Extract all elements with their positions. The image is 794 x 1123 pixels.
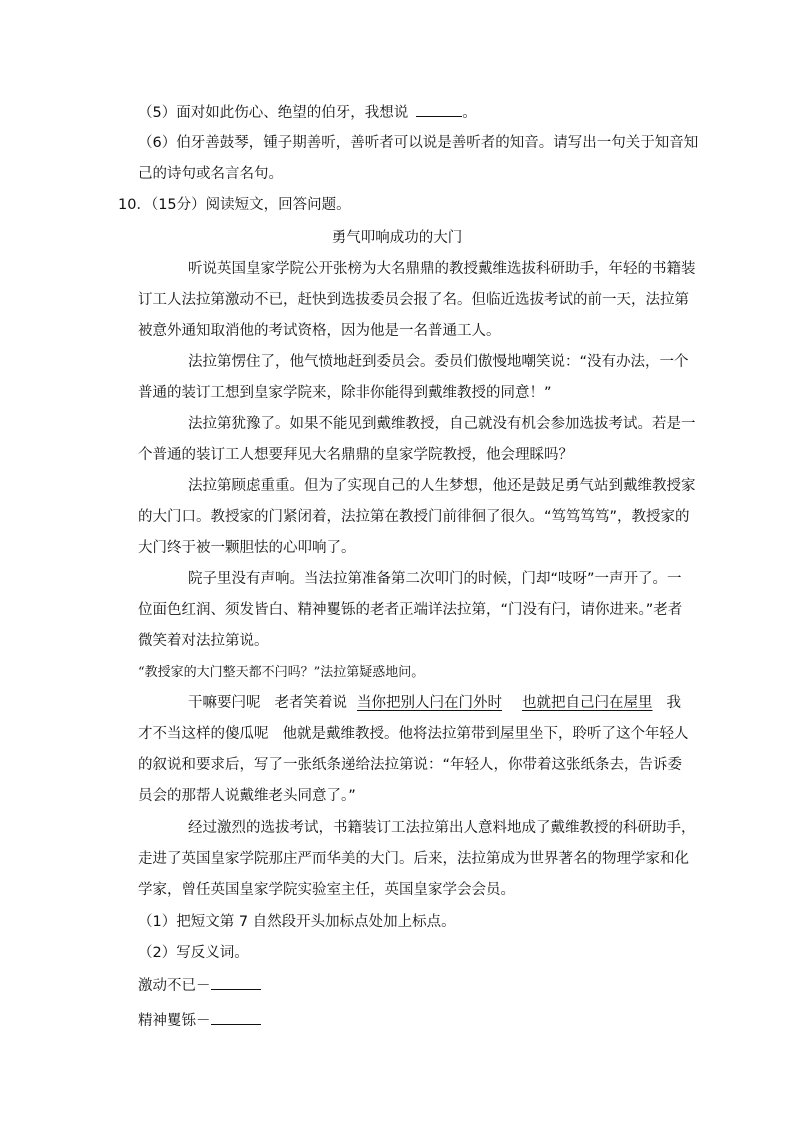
- paragraph-5-line-3: 微笑着对法拉第说。: [138, 633, 269, 649]
- paragraph-4-line-3: 大门终于被一颗胆怯的心叩响了。: [138, 540, 356, 556]
- answer-blank[interactable]: [211, 1010, 261, 1025]
- question-5-text: （5）面对如此伤心、绝望的伯牙，我想说: [138, 105, 409, 121]
- question-10-header: 10．（15分）阅读短文，回答问题。: [118, 197, 351, 213]
- paragraph-5-line-1: 院子里没有声响。当法拉第准备第二次叩门的时候，门却“吱呀”一声开了。一: [188, 571, 682, 587]
- paragraph-6: “教授家的大门整天都不闩吗？”法拉第疑惑地问。: [138, 665, 425, 680]
- paragraph-2-line-2: 普通的装订工想到皇家学院来，除非你能得到戴维教授的同意！”: [138, 385, 552, 401]
- underlined-phrase-2: 也就把自己闩在屋里: [522, 695, 653, 711]
- paragraph-7-line-3: 的叙说和要求后，写了一张纸条递给法拉第说：“年轻人，你带着这张纸条去，告诉委: [138, 757, 683, 773]
- paragraph-8-line-3: 学家，曾任英国皇家学院实验室主任，英国皇家学会会员。: [138, 882, 515, 898]
- antonym-item-1: 激动不已－: [138, 975, 261, 996]
- paragraph-2-line-1: 法拉第愣住了，他气愤地赶到委员会。委员们傲慢地嘲笑说：“没有办法，一个: [188, 354, 689, 370]
- paragraph-3-line-2: 个普通的装订工人想要拜见大名鼎鼎的皇家学院教授，他会理睬吗？: [138, 447, 573, 463]
- story-title: 勇气叩响成功的大门: [331, 230, 463, 246]
- paragraph-1-line-1: 听说英国皇家学院公开张榜为大名鼎鼎的教授戴维选拔科研助手，年轻的书籍装: [188, 261, 696, 277]
- paragraph-8-line-1: 经过激烈的选拔考试，书籍装订工法拉第出人意料地成了戴维教授的科研助手，: [188, 820, 696, 836]
- answer-blank[interactable]: [211, 975, 261, 990]
- question-6-line-1: （6）伯牙善鼓琴，锺子期善听，善听者可以说是善听者的知音。请写出一句关于知音知: [138, 135, 699, 151]
- punctuation-gap[interactable]: [653, 693, 667, 713]
- punctuation-gap[interactable]: [502, 693, 522, 713]
- answer-blank[interactable]: [416, 102, 462, 117]
- sub-question-1: （1）把短文第 7 自然段开头加标点处加上标点。: [138, 914, 456, 930]
- paragraph-3-line-1: 法拉第犹豫了。如果不能见到戴维教授，自己就没有机会参加选拔考试。若是一: [188, 416, 696, 432]
- paragraph-1-line-2: 订工人法拉第激动不已，赶快到选拔委员会报了名。但临近选拔考试的前一天，法拉第: [138, 292, 689, 308]
- antonym-item-2: 精神矍铄－: [138, 1010, 261, 1031]
- paragraph-7-line-4: 员会的那帮人说戴维老头同意了。”: [138, 788, 356, 804]
- paragraph-7-line-2: 才不当这样的傻瓜呢 他就是戴维教授。他将法拉第带到屋里坐下，聆听了这个年轻人: [138, 726, 689, 742]
- paragraph-5-line-2: 位面色红润、须发皆白、精神矍铄的老者正端详法拉第，“门没有闩，请你进来。”老者: [138, 602, 683, 618]
- paragraph-8-line-2: 走进了英国皇家学院那庄严而华美的大门。后来，法拉第成为世界著名的物理学家和化: [138, 851, 689, 867]
- paragraph-4-line-2: 的大门口。教授家的门紧闭着，法拉第在教授门前徘徊了很久。“笃笃笃笃”，教授家的: [138, 509, 690, 525]
- underlined-phrase-1: 当你把别人闩在门外时: [357, 695, 502, 711]
- question-6-line-2: 己的诗句或名言名句。: [138, 166, 283, 182]
- paragraph-1-line-3: 被意外通知取消他的考试资格，因为他是一名普通工人。: [138, 323, 501, 339]
- paragraph-7-line-1: 干嘛要闩呢 老者笑着说 当你把别人闩在门外时 也就把自己闩在屋里 我: [188, 695, 681, 711]
- paragraph-4-line-1: 法拉第顾虑重重。但为了实现自己的人生梦想，他还是鼓足勇气站到戴维教授家: [188, 478, 696, 494]
- sub-question-2: （2）写反义词。: [138, 945, 249, 961]
- question-5: （5）面对如此伤心、绝望的伯牙，我想说 。: [138, 102, 477, 123]
